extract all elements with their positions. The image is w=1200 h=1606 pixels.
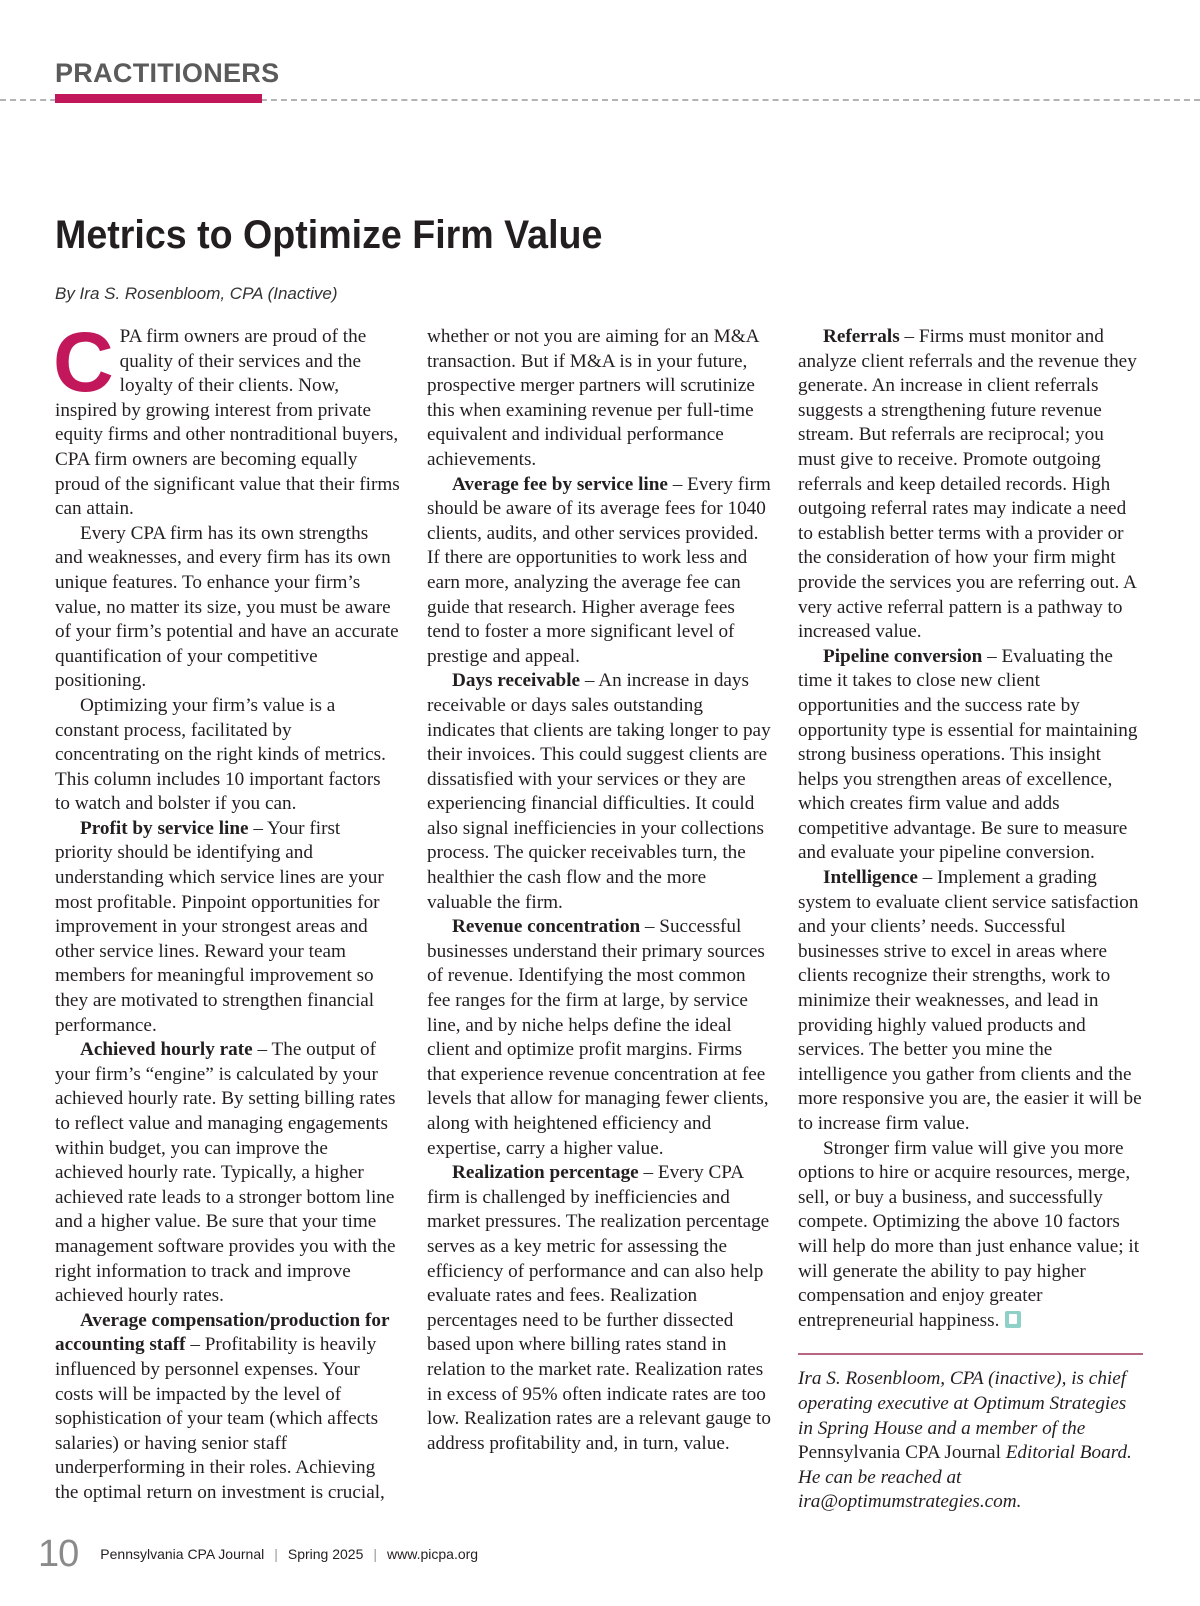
- metric-heading: Days receivable: [452, 670, 581, 692]
- metric-paragraph: Days receivable – An increase in days receivable or days sales outstanding indicates that clients are taking longer to pay their invoices. This could suggest clients are dissatisfied with your services or they are experiencing financial difficulties. It could also signal inefficiencies in your collections process. The quicker receivables turn, the healthier the cash flow and the more valuable the firm.: [427, 670, 771, 913]
- metric-paragraph: Achieved hourly rate – The output of your firm’s “engine” is calculated by your achieved hourly rate. By setting billing rates to reflect value and managing engagements within budget, you can improve the achieved hourly rate. Typically, a higher achieved rate leads to a stronger bottom line and a higher value. Be sure that your time management software provides you with the right information to track and improve achieved hourly rates.: [55, 1039, 396, 1307]
- article-byline: By Ira S. Rosenbloom, CPA (Inactive): [55, 284, 338, 303]
- metric-heading: Revenue concentration: [452, 916, 641, 938]
- section-accent-bar: [55, 94, 262, 103]
- metric-paragraph: Realization percentage – Every CPA firm is challenged by inefficiencies and market pressures. The realization percentage serves as a key metric for assessing the efficiency of performance and can also help evaluate rates and fees. Realization percentages need to be further dissected based upon where billing rates stand in relation to the market rate. Realization rates in excess of 95% often indicate rates are too low. Realization rates are a relevant gauge to address profitability and, in turn, value.: [427, 1162, 771, 1454]
- metric-heading: Profit by service line: [80, 817, 249, 839]
- metric-paragraph: Profit by service line – Your first priority should be identifying and understanding which service lines are your most profitable. Pinpoint opportunities for improvement in your strongest areas and other service lines. Reward your team members for meaningful improvement so they are motivated to strengthen financial performance.: [55, 817, 384, 1036]
- metric-paragraph: Referrals – Firms must monitor and analyze client referrals and the revenue they generate. An increase in client referrals suggests a strengthening future revenue stream. But referrals are reciprocal; you must give to receive. Promote outgoing referrals and keep detailed records. High outgoing referral rates may indicate a need to establish better terms with a provider or the consideration of how your firm might provide the services you are referring out. A very active referral pattern is a pathway to increased value.: [798, 326, 1137, 643]
- drop-cap: C: [53, 315, 114, 409]
- metric-heading: Realization percentage: [452, 1162, 639, 1184]
- metric-paragraph: Intelligence – Implement a grading system to evaluate client service satisfaction and your clients’ needs. Successful businesses strive to excel in areas where clients recognize their strengths, work to minimize their weaknesses, and lead in providing highly valued products and services. The better you mine the intelligence you gather from clients and the more responsive you are, the easier it will be to increase firm value.: [798, 867, 1142, 1134]
- metric-heading: Intelligence: [823, 867, 918, 889]
- page-footer: [38, 1530, 478, 1578]
- footer-separator: |: [373, 1546, 378, 1562]
- metric-paragraph: Revenue concentration – Successful businesses understand their primary sources of revenue. Identifying the most common fee ranges for the firm at large, by service line, and by niche helps define the ideal client and optimize profit margins. Firms that experience revenue concentration at fee levels that allow for managing fewer clients, along with heightened efficiency and expertise, carry a higher value.: [427, 916, 769, 1159]
- metric-heading: Achieved hourly rate: [80, 1039, 253, 1061]
- metric-paragraph: Average fee by service line – Every firm should be aware of its average fees for 1040 clients, audits, and other services provided. If there are opportunities to work less and earn more, analyzing the average fee can guide that research. Higher average fees tend to foster a more significant level of prestige and appeal.: [427, 473, 771, 667]
- paragraph: Optimizing your firm’s value is a constant process, facilitated by concentrating on the right kinds of metrics. This column includes 10 important factors to watch and bolster if you can.: [55, 694, 386, 815]
- author-bio: Ira S. Rosenbloom, CPA (inactive), is chief operating executive at Optimum Strategies in Spring House and a member of the Pennsylvania CPA Journal Editorial Board. He can be reached at ira@optimumstrategies.com.: [798, 1368, 1132, 1513]
- metric-heading: Average compensation/production for accounting staff: [55, 1309, 390, 1356]
- journal-name: Pennsylvania CPA Journal: [798, 1442, 1001, 1464]
- footer-journal: Pennsylvania CPA Journal: [100, 1546, 265, 1562]
- metric-paragraph: Pipeline conversion – Evaluating the time it takes to close new client opportunities and the success rate by opportunity type is essential for maintaining strong business operations. This insight helps you strengthen areas of excellence, which creates firm value and adds competitive advantage. Be sure to measure and evaluate your pipeline conversion.: [798, 645, 1138, 864]
- paragraph: Every CPA firm has its own strengths and weaknesses, and every firm has its own unique features. To enhance your firm’s value, no matter its size, you must be aware of your firm’s potential and have an accurate quantification of your competitive positioning.: [55, 522, 399, 692]
- metric-heading: Referrals: [823, 326, 900, 347]
- footer-website[interactable]: www.picpa.org: [387, 1546, 479, 1562]
- footer-issue: Spring 2025: [287, 1546, 364, 1562]
- end-mark-icon: [1005, 1311, 1021, 1328]
- article-column-1: [53, 315, 400, 1506]
- section-label: PRACTITIONERS: [55, 58, 280, 88]
- article-column-2: [427, 325, 772, 1456]
- metric-heading: Average fee by service line: [452, 473, 668, 495]
- bio-divider: [798, 1353, 1143, 1355]
- metric-paragraph: Average compensation/production for accounting staff – Profitability is heavily influenced by personnel expenses. Your costs will be impacted by the level of sophistication of your team (which affects salaries) or having senior staff underperforming in their roles. Achieving the optimal return on investment is crucial,: [55, 1309, 390, 1503]
- paragraph-continued: whether or not you are aiming for an M&A transaction. But if M&A is in your future, prospective merger partners will scrutinize this when examining revenue per full-time equivalent and individual performance achievements.: [427, 326, 759, 470]
- page-number: 10: [38, 1532, 79, 1575]
- article-column-3: [798, 325, 1143, 1515]
- footer-separator: |: [274, 1546, 278, 1562]
- article-title: Metrics to Optimize Firm Value: [55, 213, 603, 257]
- metric-heading: Pipeline conversion: [823, 645, 983, 667]
- closing-paragraph: Stronger firm value will give you more options to hire or acquire resources, merge, sell, or buy a business, and successfully compete. Optimizing the above 10 factors will help do more than just enhance value; it will generate the ability to pay higher compensation and enjoy greater entrepreneurial happiness.: [798, 1137, 1140, 1331]
- paragraph-intro: CPA firm owners are proud of the quality of their services and the loyalty of their clients. Now, inspired by growing interest from private equity firms and other nontraditional buyers, CPA firm owners are becoming equally proud of the significant value that their firms can attain.: [53, 315, 400, 520]
